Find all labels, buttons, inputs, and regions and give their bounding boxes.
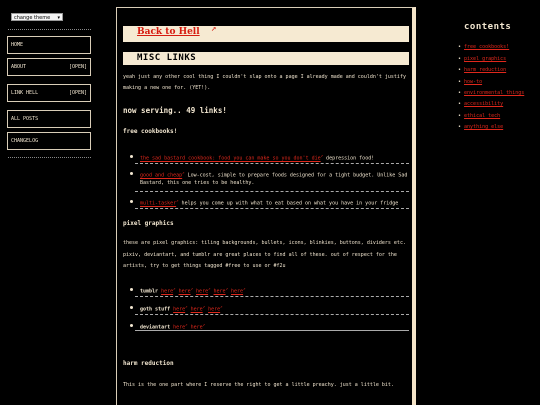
here-link[interactable]: here bbox=[190, 324, 203, 331]
toc-item: • ethical tech bbox=[458, 113, 501, 119]
toc-item: • accessibility bbox=[458, 101, 504, 107]
toc-item: • environmental things bbox=[458, 90, 525, 96]
divider bbox=[135, 314, 409, 315]
here-link[interactable]: here bbox=[231, 288, 244, 295]
theme-select-value: change theme (wip) bbox=[14, 15, 51, 29]
here-link[interactable]: here bbox=[196, 288, 209, 295]
divider bbox=[135, 296, 409, 297]
divider bbox=[135, 208, 409, 209]
list-item bbox=[140, 302, 223, 315]
bullet-icon bbox=[130, 288, 133, 291]
row-name: deviantart bbox=[140, 324, 171, 331]
toc-link[interactable]: anything else bbox=[464, 124, 504, 130]
paragraph-line: This is the one part where I reserve the right to get a little preachy. just a little bit. bbox=[123, 382, 394, 388]
divider bbox=[135, 163, 409, 164]
external-link-icon: ↗ bbox=[208, 286, 211, 291]
divider bbox=[8, 29, 91, 30]
link-count: now serving.. 49 links! bbox=[123, 106, 227, 115]
external-link-icon: ↗ bbox=[182, 170, 185, 175]
paragraph-line: these are pixel graphics: tiling backgrounds, bullets, icons, blinkies, buttons, dividers etc. bbox=[123, 240, 406, 246]
external-link-icon: ↗ bbox=[202, 304, 206, 309]
external-link-icon: ↗ bbox=[320, 153, 324, 158]
list-item-desc: Low-cost, simple to prepare foods designed for a tight budget. Unlike Sad bbox=[184, 172, 408, 179]
bullet-icon bbox=[130, 306, 133, 309]
row-name: goth stuff bbox=[140, 306, 171, 313]
here-link[interactable]: here bbox=[208, 306, 221, 313]
divider bbox=[135, 330, 409, 331]
external-link-icon: ↗ bbox=[173, 286, 176, 291]
toc-item: • harm reduction bbox=[458, 67, 507, 73]
sidebar-item-changelog[interactable] bbox=[7, 132, 91, 150]
bullet-icon bbox=[130, 172, 133, 175]
page-title: MISC LINKS bbox=[137, 53, 197, 63]
sidebar-item-label: HOME bbox=[11, 42, 24, 48]
cookbook-link[interactable]: the sad bastard cookbook: food you can make so you don't die bbox=[140, 155, 321, 162]
paragraph-line: pixiv, deviantart, and tumblr are great places to find all of these. out of respect for the bbox=[123, 252, 397, 258]
toc-item: • anything else bbox=[458, 124, 504, 130]
here-link[interactable]: here bbox=[213, 288, 226, 295]
sidebar-item-all-posts[interactable] bbox=[7, 110, 91, 128]
list-item-desc: depression food! bbox=[323, 155, 375, 162]
toc-link[interactable]: ethical tech bbox=[464, 113, 501, 119]
toc-link[interactable]: how-to bbox=[464, 79, 483, 85]
section-heading-harm-reduction: harm reduction bbox=[123, 360, 174, 367]
paragraph-line: artists, try to get things tagged #free to use or #f2u bbox=[123, 263, 286, 269]
here-link[interactable]: here bbox=[190, 306, 203, 313]
section-heading-pixel-graphics: pixel graphics bbox=[123, 220, 174, 227]
here-link[interactable]: here bbox=[173, 306, 186, 313]
toc-item: • pixel graphics bbox=[458, 56, 507, 62]
toc-title: contents bbox=[464, 22, 512, 32]
sidebar-item-label: CHANGELOG bbox=[11, 138, 39, 144]
external-link-icon: ↗ bbox=[202, 322, 206, 327]
chevron-down-icon: ▾ bbox=[57, 15, 60, 21]
external-link-icon: ↗ bbox=[220, 304, 223, 309]
list-item bbox=[140, 151, 374, 164]
bullet-icon bbox=[130, 200, 133, 203]
toc-link[interactable]: pixel graphics bbox=[464, 56, 507, 62]
list-item-desc: Bastard, this one tries to be healthy. bbox=[140, 180, 255, 186]
theme-select[interactable] bbox=[11, 13, 63, 29]
here-link[interactable]: here bbox=[161, 288, 174, 295]
external-link-icon: ↗ bbox=[190, 286, 194, 291]
sidebar-item-label: ALL POSTS bbox=[11, 116, 39, 122]
toc-link[interactable]: environmental things bbox=[464, 90, 525, 96]
toc-link[interactable]: harm reduction bbox=[464, 67, 507, 73]
section-heading-cookbooks: free cookbooks! bbox=[123, 128, 178, 135]
toc-link[interactable]: free cookbooks! bbox=[464, 44, 510, 50]
divider bbox=[8, 157, 91, 158]
list-item bbox=[140, 196, 398, 209]
list-item-desc: helps you come up with what to eat based on what you have in your fridge bbox=[178, 200, 399, 207]
cookbook-link[interactable]: multi-tasker bbox=[140, 200, 177, 207]
external-link-icon: ↗ bbox=[211, 24, 217, 34]
toc-link[interactable]: accessibility bbox=[464, 101, 504, 107]
cookbook-link[interactable]: good and cheap bbox=[140, 172, 183, 179]
bullet-icon bbox=[130, 324, 133, 327]
intro-line: yeah just any other cool thing I couldn't slap onto a page I already made and couldn't justify bbox=[123, 74, 406, 80]
here-link[interactable]: here bbox=[178, 288, 191, 295]
open-label: [OPEN] bbox=[68, 64, 87, 70]
open-label: [OPEN] bbox=[68, 90, 87, 96]
sidebar-item-home[interactable] bbox=[7, 36, 91, 54]
sidebar-item-label: LINK HELL bbox=[11, 90, 39, 96]
back-to-hell-link[interactable]: Back to Hell bbox=[137, 27, 200, 37]
external-link-icon: ↗ bbox=[225, 286, 228, 291]
list-item bbox=[140, 284, 245, 297]
intro-line: making a new one for. (YET!). bbox=[123, 85, 211, 91]
toc-item: • free cookbooks! bbox=[458, 44, 510, 50]
divider bbox=[135, 191, 409, 192]
sidebar-item-link-hell[interactable] bbox=[7, 84, 91, 102]
toc-item: • how-to bbox=[458, 79, 483, 85]
sidebar-item-label: ABOUT bbox=[11, 64, 27, 70]
row-name: tumblr bbox=[140, 288, 159, 295]
sidebar-item-about[interactable] bbox=[7, 58, 91, 76]
external-link-icon: ↗ bbox=[243, 286, 246, 291]
external-link-icon: ↗ bbox=[185, 322, 188, 327]
external-link-icon: ↗ bbox=[185, 304, 188, 309]
bullet-icon bbox=[130, 155, 133, 158]
here-link[interactable]: here bbox=[173, 324, 186, 331]
external-link-icon: ↗ bbox=[176, 198, 179, 203]
